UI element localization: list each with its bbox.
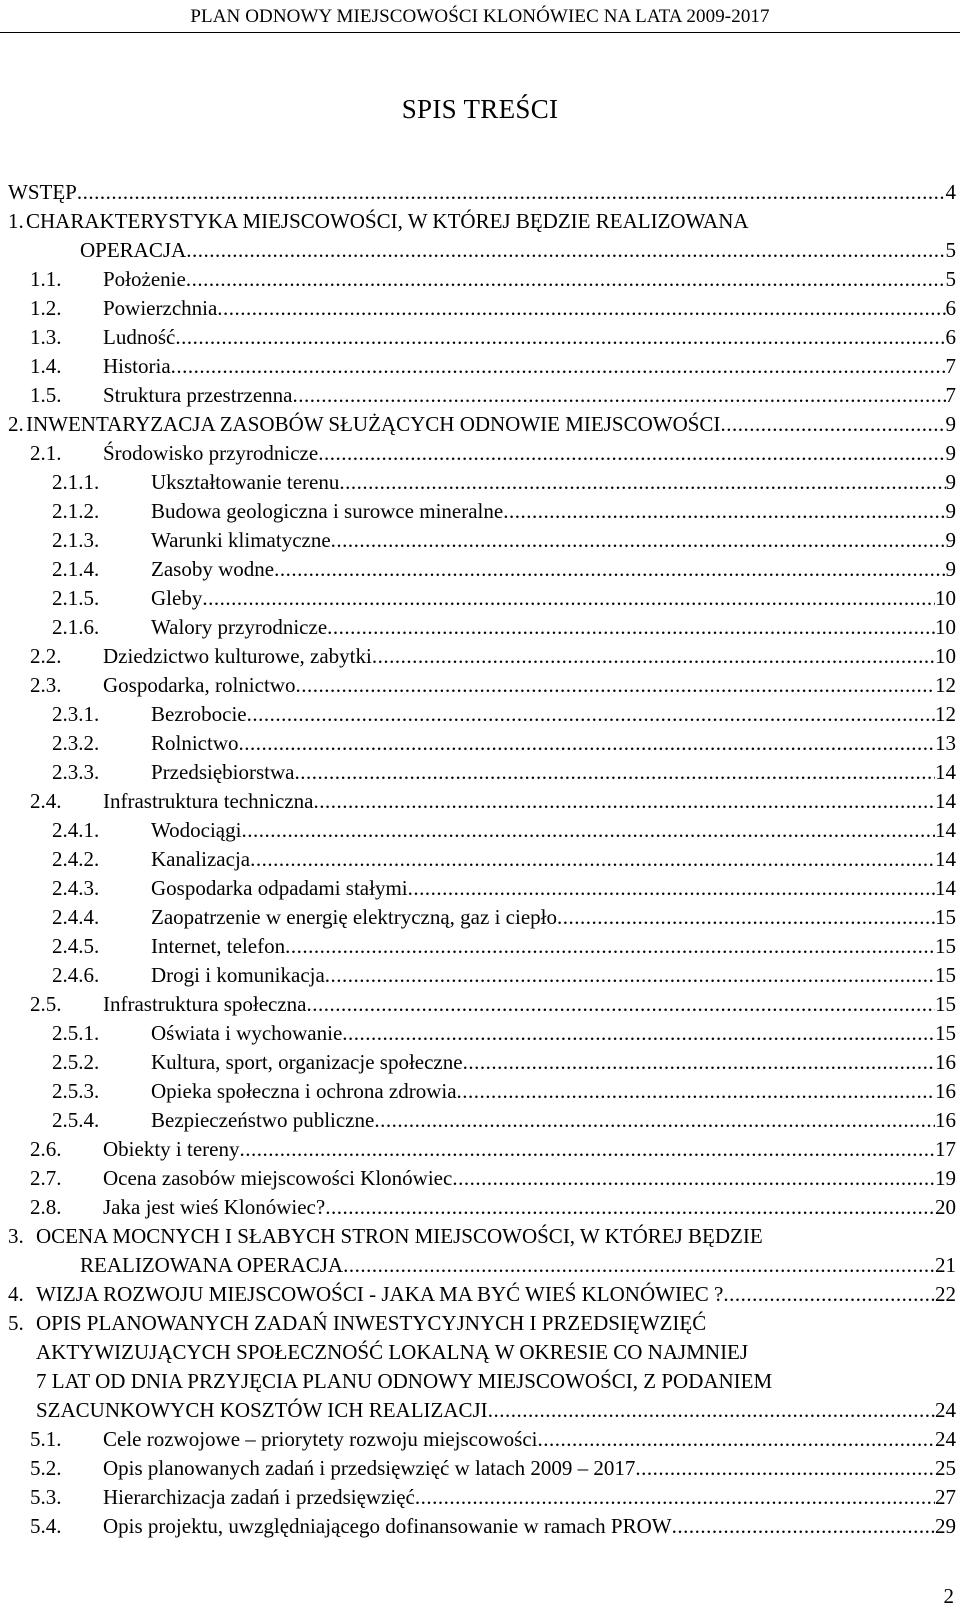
toc-leader-dots — [175, 323, 945, 352]
toc-entry — [0, 729, 960, 758]
toc-entry-number: 2.3.3. — [52, 760, 100, 784]
toc-entry-number: 3. — [8, 1224, 24, 1248]
toc-entry — [0, 352, 960, 381]
toc-entry-title: Gospodarka odpadami stałymi — [151, 874, 408, 903]
toc-entry-page: 6 — [946, 323, 957, 352]
toc-leader-dots — [672, 1512, 935, 1541]
toc-entry-page: 16 — [935, 1077, 956, 1106]
toc-entry-page: 16 — [935, 1048, 956, 1077]
toc-entry — [0, 265, 960, 294]
header-rule — [0, 32, 960, 33]
toc-entry-page: 25 — [935, 1454, 956, 1483]
toc-leader-dots — [374, 1106, 935, 1135]
toc-entry — [0, 439, 960, 468]
toc-entry-title: OCENA MOCNYCH I SŁABYCH STRON MIEJSCOWOŚCI, W KTÓREJ BĘDZIE — [36, 1222, 763, 1251]
toc-entry-number: 2.1.1. — [52, 470, 100, 494]
toc-entry-title: REALIZOWANA OPERACJA — [80, 1251, 343, 1280]
page-title: SPIS TREŚCI — [401, 94, 559, 125]
toc-entry-page: 9 — [946, 497, 957, 526]
toc-entry-title: Obiekty i tereny — [103, 1135, 239, 1164]
toc-entry-number: 2.5. — [30, 992, 62, 1016]
toc-leader-dots — [557, 903, 935, 932]
toc-entry — [0, 671, 960, 700]
toc-entry-title: Internet, telefon — [151, 932, 285, 961]
toc-entry-title: Oświata i wychowanie — [151, 1019, 342, 1048]
toc-entry-page: 29 — [935, 1512, 956, 1541]
toc-entry-number: 2.4.6. — [52, 963, 100, 987]
toc-entry-number: 2.1.5. — [52, 586, 100, 610]
toc-entry — [0, 1164, 960, 1193]
toc-leader-dots — [457, 1077, 935, 1106]
toc-entry-number: 1.2. — [30, 296, 62, 320]
toc-leader-dots — [325, 1193, 935, 1222]
toc-entry — [0, 932, 960, 961]
toc-entry — [0, 1019, 960, 1048]
toc-entry-page: 14 — [935, 787, 956, 816]
toc-entry-page: 12 — [935, 671, 956, 700]
toc-leader-dots — [241, 816, 935, 845]
toc-entry-title: Opis projektu, uwzględniającego dofinansowanie w ramach PROW — [103, 1512, 672, 1541]
toc-entry-title: WSTĘP — [8, 178, 77, 207]
toc-leader-dots — [186, 236, 945, 265]
toc-entry-title: Opis planowanych zadań i przedsięwzięć w latach 2009 – 2017 — [103, 1454, 635, 1483]
toc-entry — [0, 1077, 960, 1106]
toc-entry-title: Walory przyrodnicze — [151, 613, 327, 642]
toc-entry-number: 2.5.3. — [52, 1079, 100, 1103]
toc-leader-dots — [217, 294, 945, 323]
toc-entry — [0, 1280, 960, 1309]
toc-entry-title: Drogi i komunikacja — [151, 961, 325, 990]
toc-entry — [0, 1512, 960, 1541]
toc-entry-number: 2.8. — [30, 1195, 62, 1219]
toc-entry-number: 2.1.3. — [52, 528, 100, 552]
toc-entry-page: 7 — [946, 352, 957, 381]
toc-entry-title: Zasoby wodne — [151, 555, 274, 584]
toc-entry-page: 15 — [935, 903, 956, 932]
toc-entry-page: 15 — [935, 961, 956, 990]
toc-entry — [0, 178, 960, 207]
toc-entry — [0, 845, 960, 874]
toc-entry-title: Położenie — [103, 265, 186, 294]
toc-entry-number: 2.4.2. — [52, 847, 100, 871]
toc-leader-dots — [339, 468, 945, 497]
toc-entry — [0, 787, 960, 816]
toc-entry-title: Dziedzictwo kulturowe, zabytki — [103, 642, 372, 671]
toc-entry-title: Wodociągi — [151, 816, 241, 845]
toc-entry-number: 1.3. — [30, 325, 62, 349]
toc-entry-page: 6 — [946, 294, 957, 323]
toc-entry-title: Powierzchnia — [103, 294, 217, 323]
toc-leader-dots — [635, 1454, 935, 1483]
toc-entry — [0, 1106, 960, 1135]
page-number: 2 — [943, 1584, 954, 1608]
toc-entry-title: OPERACJA — [80, 236, 186, 265]
toc-entry-title: Warunki klimatyczne — [151, 526, 331, 555]
toc-entry-number: 5.1. — [30, 1427, 62, 1451]
toc-entry — [0, 1222, 960, 1251]
toc-entry-number: 2.5.4. — [52, 1108, 100, 1132]
toc-leader-dots — [537, 1425, 935, 1454]
toc-entry-title: WIZJA ROZWOJU MIEJSCOWOŚCI - JAKA MA BYĆ WIEŚ KLONÓWIEC ? — [36, 1280, 723, 1309]
toc-entry-title: Bezrobocie — [151, 700, 247, 729]
toc-entry-number: 2.1.4. — [52, 557, 100, 581]
toc-entry-number: 2. — [8, 412, 24, 436]
toc-entry — [0, 700, 960, 729]
toc-leader-dots — [415, 1483, 935, 1512]
toc-leader-dots — [274, 555, 945, 584]
toc-entry — [0, 1309, 960, 1338]
toc-entry — [0, 1135, 960, 1164]
toc-entry-page: 4 — [946, 178, 957, 207]
toc-entry — [0, 903, 960, 932]
toc-leader-dots — [313, 787, 935, 816]
toc-entry-number: 2.4.3. — [52, 876, 100, 900]
toc-entry-number: 2.7. — [30, 1166, 62, 1190]
toc-leader-dots — [250, 845, 935, 874]
toc-entry-title: Rolnictwo — [151, 729, 239, 758]
toc-entry-number: 5.4. — [30, 1514, 62, 1538]
toc-entry-title: Zaopatrzenie w energię elektryczną, gaz i ciepło — [151, 903, 557, 932]
toc-entry-page: 9 — [946, 468, 957, 497]
toc-entry — [0, 613, 960, 642]
toc-leader-dots — [331, 526, 946, 555]
toc-entry-page: 15 — [935, 990, 956, 1019]
toc-entry-title: Opieka społeczna i ochrona zdrowia — [151, 1077, 457, 1106]
toc-entry-title: Ukształtowanie terenu — [151, 468, 339, 497]
toc-leader-dots — [186, 265, 946, 294]
toc-entry-title: Hierarchizacja zadań i przedsięwzięć — [103, 1483, 415, 1512]
toc-entry — [0, 758, 960, 787]
toc-leader-dots — [318, 439, 945, 468]
table-of-contents — [0, 178, 960, 1541]
toc-entry — [0, 410, 960, 439]
toc-entry-title: SZACUNKOWYCH KOSZTÓW ICH REALIZACJI — [36, 1396, 488, 1425]
toc-entry — [0, 1425, 960, 1454]
toc-entry-page: 21 — [935, 1251, 956, 1280]
toc-entry-page: 16 — [935, 1106, 956, 1135]
toc-entry-page: 27 — [935, 1483, 956, 1512]
toc-leader-dots — [342, 1019, 935, 1048]
toc-entry-title: Cele rozwojowe – priorytety rozwoju miejscowości — [103, 1425, 537, 1454]
toc-entry-number: 2.1.6. — [52, 615, 100, 639]
toc-entry — [0, 381, 960, 410]
toc-entry-page: 14 — [935, 845, 956, 874]
toc-entry-number: 2.1. — [30, 441, 62, 465]
toc-entry-title: Gospodarka, rolnictwo — [103, 671, 295, 700]
toc-leader-dots — [202, 584, 935, 613]
toc-leader-dots — [723, 1280, 935, 1309]
toc-entry-title: AKTYWIZUJĄCYCH SPOŁECZNOŚĆ LOKALNĄ W OKRESIE CO NAJMNIEJ — [36, 1338, 748, 1367]
toc-entry-page: 9 — [946, 410, 957, 439]
toc-leader-dots — [343, 1251, 935, 1280]
toc-entry-title: Historia — [103, 352, 171, 381]
toc-entry-page: 24 — [935, 1396, 956, 1425]
toc-leader-dots — [247, 700, 935, 729]
toc-entry-page: 7 — [946, 381, 957, 410]
toc-entry — [0, 1483, 960, 1512]
toc-leader-dots — [285, 932, 935, 961]
toc-entry-title: Bezpieczeństwo publiczne — [151, 1106, 374, 1135]
toc-leader-dots — [720, 410, 945, 439]
toc-entry — [0, 1396, 960, 1425]
toc-leader-dots — [463, 1048, 935, 1077]
toc-entry-number: 1.5. — [30, 383, 62, 407]
toc-entry-title: CHARAKTERYSTYKA MIEJSCOWOŚCI, W KTÓREJ BĘDZIE REALIZOWANA — [26, 207, 749, 236]
toc-entry — [0, 236, 960, 265]
toc-entry-page: 14 — [935, 758, 956, 787]
toc-entry-number: 4. — [8, 1282, 24, 1306]
toc-leader-dots — [408, 874, 935, 903]
toc-entry-number: 2.3. — [30, 673, 62, 697]
toc-entry-page: 24 — [935, 1425, 956, 1454]
toc-entry-page: 17 — [935, 1135, 956, 1164]
toc-entry-number: 2.4.4. — [52, 905, 100, 929]
toc-entry-number: 5.2. — [30, 1456, 62, 1480]
toc-entry — [0, 1251, 960, 1280]
toc-entry-title: Kultura, sport, organizacje społeczne — [151, 1048, 463, 1077]
toc-entry-page: 9 — [946, 439, 957, 468]
toc-entry-title: Środowisko przyrodnicze — [103, 439, 318, 468]
toc-entry — [0, 555, 960, 584]
toc-entry-number: 2.4.5. — [52, 934, 100, 958]
toc-entry — [0, 1367, 960, 1396]
toc-entry-title: Jaka jest wieś Klonówiec? — [103, 1193, 325, 1222]
toc-entry — [0, 961, 960, 990]
toc-entry — [0, 207, 960, 236]
toc-leader-dots — [293, 381, 946, 410]
toc-entry-page: 12 — [935, 700, 956, 729]
toc-leader-dots — [171, 352, 946, 381]
toc-entry — [0, 642, 960, 671]
toc-entry — [0, 990, 960, 1019]
toc-entry-title: Przedsiębiorstwa — [151, 758, 294, 787]
toc-entry — [0, 584, 960, 613]
toc-entry-number: 2.2. — [30, 644, 62, 668]
toc-entry-page: 5 — [946, 265, 957, 294]
toc-entry — [0, 526, 960, 555]
toc-entry-title: Ocena zasobów miejscowości Klonówiec — [103, 1164, 452, 1193]
toc-entry-page: 14 — [935, 874, 956, 903]
toc-entry — [0, 497, 960, 526]
toc-leader-dots — [488, 1396, 935, 1425]
toc-entry-title: Ludność — [103, 323, 175, 352]
toc-entry-page: 9 — [946, 555, 957, 584]
toc-entry-title: Gleby — [151, 584, 202, 613]
toc-entry-title: Budowa geologiczna i surowce mineralne — [151, 497, 503, 526]
toc-entry — [0, 1338, 960, 1367]
toc-entry-number: 1.4. — [30, 354, 62, 378]
toc-entry — [0, 1048, 960, 1077]
toc-entry-number: 1. — [8, 209, 24, 233]
toc-leader-dots — [239, 729, 936, 758]
toc-entry-title: 7 LAT OD DNIA PRZYJĘCIA PLANU ODNOWY MIEJSCOWOŚCI, Z PODANIEM — [36, 1367, 772, 1396]
toc-leader-dots — [294, 758, 935, 787]
toc-entry-page: 5 — [946, 236, 957, 265]
toc-entry-page: 13 — [935, 729, 956, 758]
toc-entry-page: 10 — [935, 642, 956, 671]
toc-leader-dots — [295, 671, 935, 700]
toc-leader-dots — [239, 1135, 935, 1164]
toc-entry — [0, 874, 960, 903]
toc-entry-number: 2.5.1. — [52, 1021, 100, 1045]
toc-entry-title: Infrastruktura społeczna — [103, 990, 307, 1019]
toc-entry-number: 2.4.1. — [52, 818, 100, 842]
toc-entry-page: 20 — [935, 1193, 956, 1222]
toc-entry-number: 1.1. — [30, 267, 62, 291]
toc-entry-number: 5. — [8, 1311, 24, 1335]
toc-leader-dots — [307, 990, 936, 1019]
toc-entry-page: 9 — [946, 526, 957, 555]
toc-entry-title: OPIS PLANOWANYCH ZADAŃ INWESTYCYJNYCH I PRZEDSIĘWZIĘĆ — [36, 1309, 706, 1338]
toc-entry-number: 2.5.2. — [52, 1050, 100, 1074]
toc-entry-title: INWENTARYZACJA ZASOBÓW SŁUŻĄCYCH ODNOWIE MIEJSCOWOŚCI — [26, 410, 720, 439]
toc-entry — [0, 323, 960, 352]
toc-leader-dots — [77, 178, 946, 207]
toc-entry-title: Infrastruktura techniczna — [103, 787, 313, 816]
toc-entry-number: 2.3.2. — [52, 731, 100, 755]
toc-entry-page: 22 — [935, 1280, 956, 1309]
toc-entry — [0, 294, 960, 323]
toc-leader-dots — [452, 1164, 935, 1193]
toc-leader-dots — [372, 642, 935, 671]
toc-entry-page: 14 — [935, 816, 956, 845]
toc-entry-page: 10 — [935, 613, 956, 642]
toc-entry-title: Kanalizacja — [151, 845, 250, 874]
toc-entry — [0, 816, 960, 845]
toc-entry-page: 10 — [935, 584, 956, 613]
running-header: PLAN ODNOWY MIEJSCOWOŚCI KLONÓWIEC NA LATA 2009-2017 — [190, 6, 770, 27]
toc-entry-number: 2.1.2. — [52, 499, 100, 523]
toc-entry-number: 5.3. — [30, 1485, 62, 1509]
toc-entry-title: Struktura przestrzenna — [103, 381, 293, 410]
toc-entry-page: 15 — [935, 1019, 956, 1048]
toc-entry — [0, 1193, 960, 1222]
toc-leader-dots — [325, 961, 935, 990]
toc-entry-number: 2.4. — [30, 789, 62, 813]
toc-leader-dots — [327, 613, 935, 642]
toc-leader-dots — [503, 497, 945, 526]
toc-entry-number: 2.3.1. — [52, 702, 100, 726]
toc-entry-page: 15 — [935, 932, 956, 961]
toc-entry-number: 2.6. — [30, 1137, 62, 1161]
toc-entry — [0, 1454, 960, 1483]
toc-entry — [0, 468, 960, 497]
toc-entry-page: 19 — [935, 1164, 956, 1193]
